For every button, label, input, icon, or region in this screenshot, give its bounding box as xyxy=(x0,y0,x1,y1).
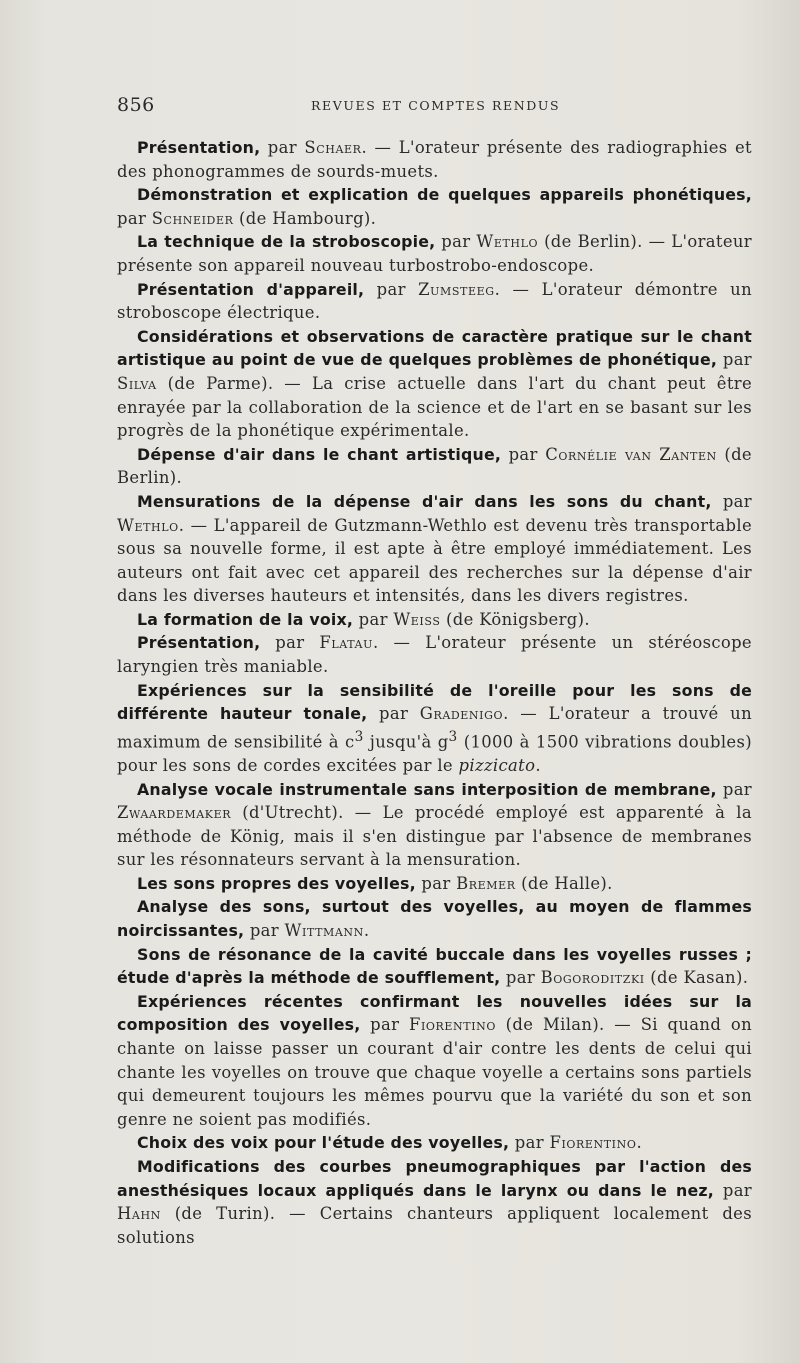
entry-wittmann: Analyse des sons, surtout des voyelles, au moyen de flammes noircissantes, par Wittmann. xyxy=(117,897,752,941)
entry-text: (de Turin). — Certains chanteurs appliquent localement des solutions xyxy=(117,1204,752,1247)
entry-hahn: Modifications des courbes pneumographiques par l'action des anesthésiques locaux appliqués dans le larynx ou dans le nez, par Hahn (de Turin). — Certains chanteurs appliquent localement des solutions xyxy=(117,1157,752,1247)
entry-title: Présentation, xyxy=(137,138,261,157)
author-name: Wethlo xyxy=(117,515,179,535)
entry-title: Présentation, xyxy=(137,633,261,653)
entry-title: Considérations et observations de caractère pratique sur le chant artistique au point de vue de quelques problèmes de phonétique, xyxy=(117,326,752,370)
superscript: 3 xyxy=(354,728,364,745)
entry-text: (de Königsberg). xyxy=(440,609,590,629)
running-head: REVUES ET COMPTES RENDUS xyxy=(311,98,561,113)
entry-text: . — L'appareil de Gutzmann-Wethlo est devenu très transportable sous sa nouvelle forme, il est apte à être employé immédiatement. Les auteurs ont fait avec cet appareil des recherches sur la dépense d'air dans les diverses hauteurs et intensités, dans les divers registres. xyxy=(117,515,752,606)
entry-van-zanten: Dépense d'air dans le chant artistique, par Cornélie van Zanten (de Berlin). xyxy=(117,444,752,488)
superscript: 3 xyxy=(448,728,458,745)
entry-fiorentino-composition: Expériences récentes confirmant les nouvelles idées sur la composition des voyelles, par Fiorentino (de Milan). — Si quand on chante on laisse passer un courant d'air contre les dents de celui qui chante les voyelles on trouve que chaque voyelle a certains sons partiels qui demeurent toujours les mêmes pourvu que la variété du son et son genre ne soient pas modifiés. xyxy=(117,991,752,1129)
entry-text: (d'Utrecht). — Le procédé employé est apparenté à la méthode de König, mais il s'en distingue par l'absence de membranes sur les résonnateurs servant à la mensuration. xyxy=(117,803,752,870)
entry-title: Analyse vocale instrumentale sans interposition de membrane, xyxy=(137,779,717,799)
entry-title: Analyse des sons, surtout des voyelles, au moyen de flammes noircissantes, xyxy=(117,897,752,941)
author-name: Bogoroditzki xyxy=(540,968,645,988)
author-name: Flatau xyxy=(319,633,373,653)
entry-title: Choix des voix pour l'étude des voyelles, xyxy=(137,1133,510,1153)
author-name: Bremer xyxy=(456,873,516,893)
entry-text: (de Milan). — Si quand on chante on laisse passer un courant d'air contre les dents de celui qui chante les voyelles on trouve que chaque voyelle a certains sons partiels qui demeurent toujours les mêmes pourvu que la variété du son et son genre ne soient pas modifiés. xyxy=(117,1015,752,1129)
author-name: Zumsteeg xyxy=(418,279,495,299)
entry-text: (de Berlin). — L'orateur présente son appareil nouveau turbostrobo-endoscope. xyxy=(117,232,752,275)
entry-title: Expériences sur la sensibilité de l'oreille pour les sons de différente hauteur tonale, xyxy=(117,680,752,724)
author-name: Zwaardemaker xyxy=(117,803,232,823)
entry-text: . — L'orateur présente un stéréoscope laryngien très maniable. xyxy=(117,633,752,677)
entry-text: (de Parme). — La crise actuelle dans l'art du chant peut être enrayée par la collaboration de la science et de l'art en se basant sur les progrès de la phonétique expérimentale. xyxy=(117,373,752,441)
entry-text: . — L'orateur présente des radiographies et des phonogrammes de sourds-muets. xyxy=(117,138,752,181)
page-header xyxy=(117,94,737,118)
entry-title: La technique de la stroboscopie, xyxy=(137,232,436,252)
entry-bremer: Les sons propres des voyelles, par Bremer (de Halle). xyxy=(137,873,613,893)
author-name: Wethlo xyxy=(476,232,539,252)
entry-text: . xyxy=(363,921,370,941)
entry-title: Les sons propres des voyelles, xyxy=(137,873,416,893)
author-name: Schaer xyxy=(304,138,362,157)
author-name: Fiorentino xyxy=(549,1133,637,1153)
entry-title: La formation de la voix, xyxy=(137,609,354,629)
entry-flatau: Présentation, par Flatau. — L'orateur présente un stéréoscope laryngien très maniable. xyxy=(117,633,752,677)
entry-title: Sons de résonance de la cavité buccale dans les voyelles russes ; étude d'après la méthode de soufflement, xyxy=(117,944,752,988)
entry-zumsteeg: Présentation d'appareil, par Zumsteeg. — L'orateur démontre un stroboscope électrique. xyxy=(117,279,752,323)
entry-text: (de Halle). xyxy=(515,873,613,893)
entry-fiorentino-choix: Choix des voix pour l'étude des voyelles, par Fiorentino. xyxy=(137,1133,643,1153)
entry-silva: Considérations et observations de caractère pratique sur le chant artistique au point de vue de quelques problèmes de phonétique, par Silva (de Parme). — La crise actuelle dans l'art du chant peut être enrayée par la collaboration de la science et de l'art en se basant sur les progrès de la phonétique expérimentale. xyxy=(117,326,752,441)
italic-term: pizzicato xyxy=(458,755,536,775)
entry-zwaardemaker: Analyse vocale instrumentale sans interposition de membrane, par Zwaardemaker (d'Utrecht). — Le procédé employé est apparenté à la méthode de König, mais il s'en distingue par l'absence de membranes sur les résonnateurs servant à la mensuration. xyxy=(117,779,752,870)
entry-title: Dépense d'air dans le chant artistique, xyxy=(137,444,502,464)
page-number: 856 xyxy=(117,94,155,116)
entry-text: (de Berlin). xyxy=(117,444,752,488)
entry-wethlo-stroboscopie: La technique de la stroboscopie, par Wethlo (de Berlin). — L'orateur présente son appareil nouveau turbostrobo-endoscope. xyxy=(117,232,752,275)
entry-bogoroditzki: Sons de résonance de la cavité buccale dans les voyelles russes ; étude d'après la méthode de soufflement, par Bogoroditzki (de Kasan). xyxy=(117,944,752,988)
entry-title: Modifications des courbes pneumographiques par l'action des anesthésiques locaux appliqués dans le larynx ou dans le nez, xyxy=(117,1157,752,1200)
author-name: Fiorentino xyxy=(408,1015,496,1035)
author-name: Schneider xyxy=(151,208,234,228)
author-name: Weiss xyxy=(393,609,441,629)
entry-title: Démonstration et explication de quelques appareils phonétiques, xyxy=(137,185,752,205)
entry-title: Expériences récentes confirmant les nouvelles idées sur la composition des voyelles, xyxy=(117,991,752,1035)
entry-text: (de Kasan). xyxy=(644,968,749,988)
entry-text: . xyxy=(636,1133,643,1153)
author-name: Hahn xyxy=(117,1204,161,1224)
entry-weiss: La formation de la voix, par Weiss (de Königsberg). xyxy=(137,609,590,629)
entry-gradenigo: Expériences sur la sensibilité de l'oreille pour les sons de différente hauteur tonale, par Gradenigo. — L'orateur a trouvé un maximum de sensibilité à $c^3$ jusqu'à $g^3$ (1000 à 1500 vibrations doubles) pour les sons de cordes excitées par le pizzicato. xyxy=(117,680,752,775)
author-name: Silva xyxy=(117,373,157,393)
article-body xyxy=(117,136,752,1249)
author-name: Cornélie van Zanten xyxy=(545,444,717,464)
author-name: Gradenigo xyxy=(419,704,504,724)
author-name: Wittmann xyxy=(284,921,364,941)
entry-text: . — L'orateur a trouvé un maximum de sensibilité à c xyxy=(117,704,752,752)
entry-wethlo-mensurations: Mensurations de la dépense d'air dans les sons du chant, par Wethlo. — L'appareil de Gutzmann-Wethlo est devenu très transportable sous sa nouvelle forme, il est apte à être employé immédiatement. Les auteurs ont fait avec cet appareil des recherches sur la dépense d'air dans les diverses hauteurs et intensités, dans les divers registres. xyxy=(117,491,752,606)
entry-text: (de Hambourg). xyxy=(233,208,377,228)
entry-text: . — L'orateur démontre un stroboscope électrique. xyxy=(117,279,752,323)
entry-title: Présentation d'appareil, xyxy=(137,279,365,299)
entry-title: Mensurations de la dépense d'air dans les sons du chant, xyxy=(137,491,712,511)
entry-schneider: Démonstration et explication de quelques appareils phonétiques, par Schneider (de Hambourg). xyxy=(117,185,752,228)
entry-schaer: Présentation, par Schaer. — L'orateur présente des radiographies et des phonogrammes de sourds-muets. xyxy=(117,138,752,181)
